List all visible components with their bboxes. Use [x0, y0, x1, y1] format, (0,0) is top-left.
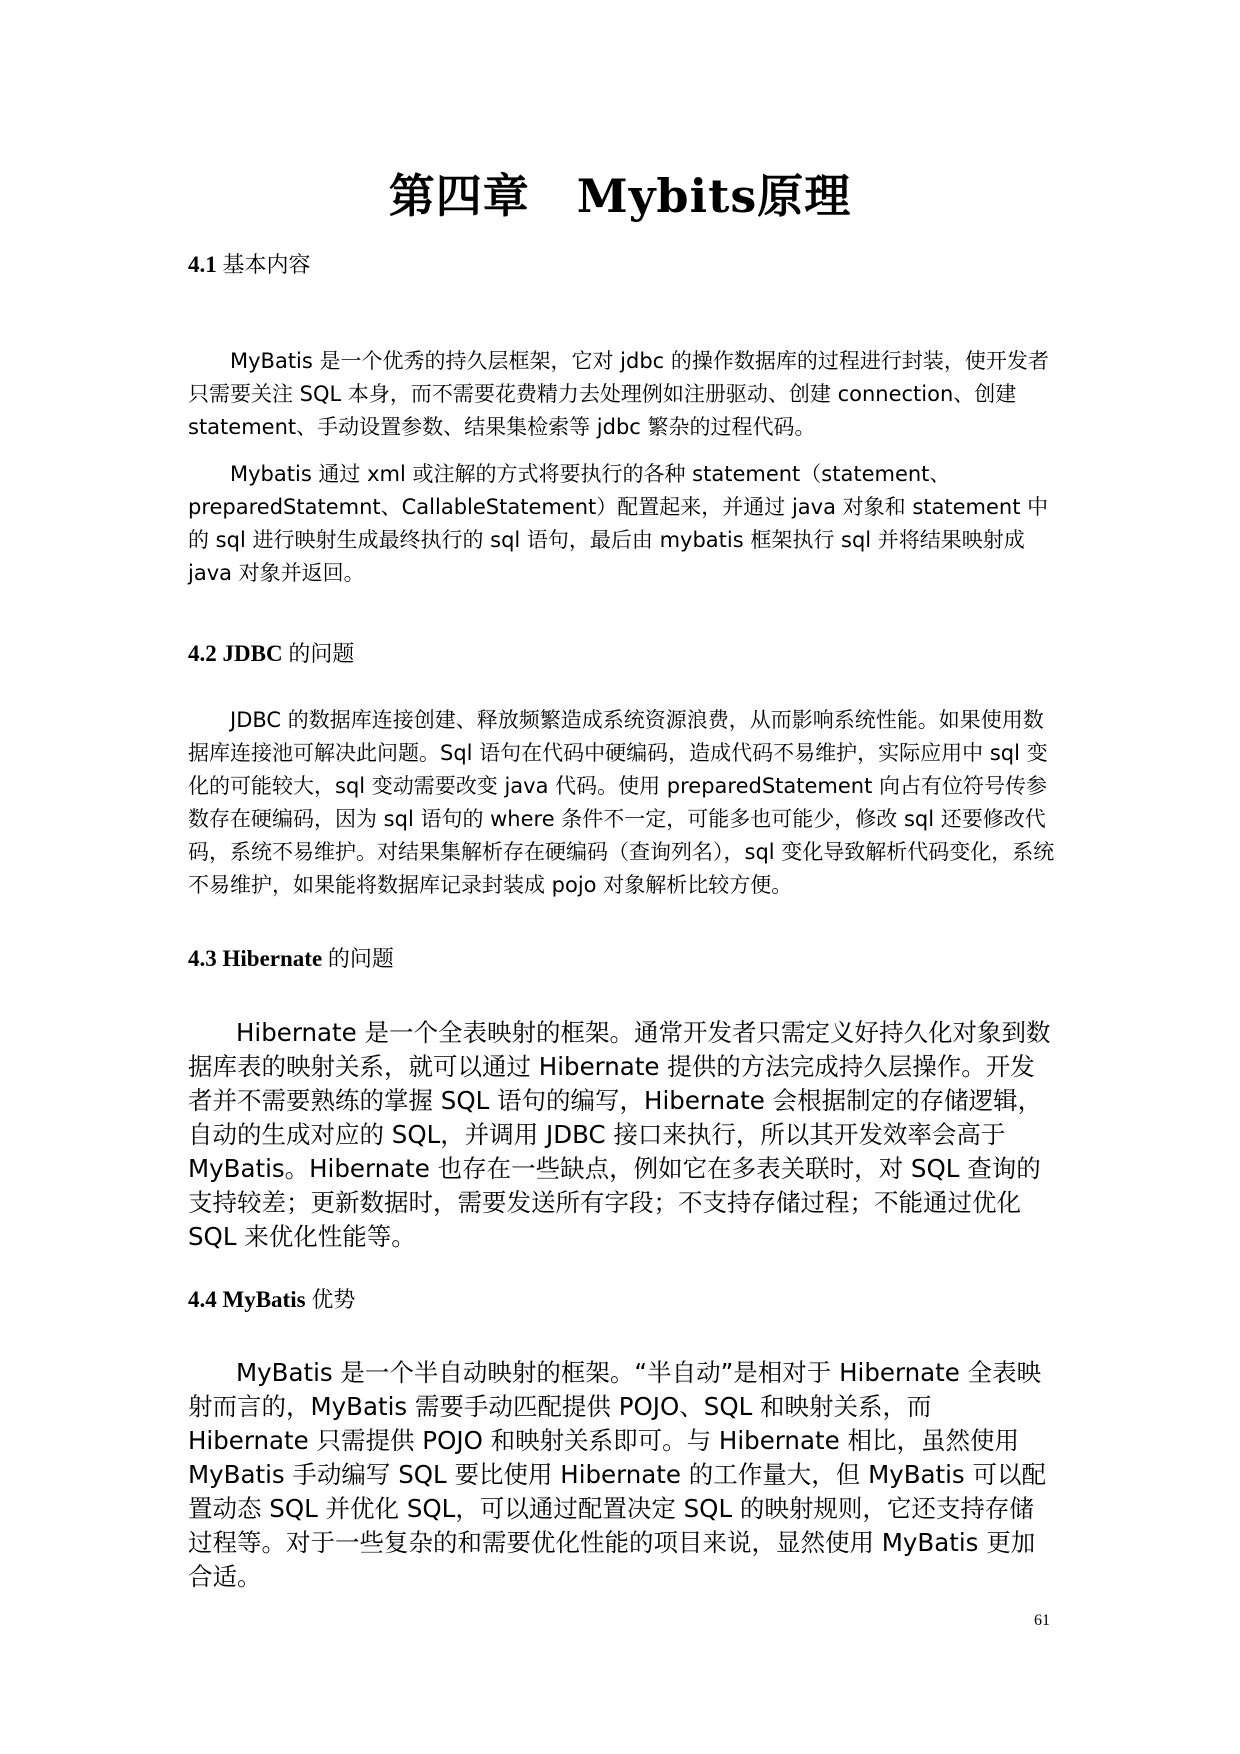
- section-heading: [188, 942, 394, 973]
- section-title: 的问题: [288, 642, 355, 667]
- paragraph: JDBC 的数据库连接创建、释放频繁造成系统资源浪费，从而影响系统性能。如果使用数据库连接池可解决此问题。Sql 语句在代码中硬编码，造成代码不易维护，实际应用中 sql 变化的可能较大，sql 变动需要改变 java 代码。使用 preparedStatement 向占有位符号传参数存在硬编码，因为 sql 语句的 where 条件不一定，可能多也可能少，修改 sql 还要修改代码，系统不易维护。对结果集解析存在硬编码（查询列名），sql 变化导致解析代码变化，系统不易维护，如果能将数据库记录封装成 pojo 对象解析比较方便。: [188, 708, 1055, 897]
- paragraph: Hibernate 是一个全表映射的框架。通常开发者只需定义好持久化对象到数据库表的映射关系，就可以通过 Hibernate 提供的方法完成持久层操作。开发者并不需要熟练的掌握 SQL 语句的编写，Hibernate 会根据制定的存储逻辑，自动的生成对应的 SQL，并调用 JDBC 接口来执行，所以其开发效率会高于 MyBatis。Hibernate 也存在一些缺点，例如它在多表关联时，对 SQL 查询的支持较差；更新数据时，需要发送所有字段；不支持存储过程；不能通过优化 SQL 来优化性能等。: [188, 1018, 1051, 1251]
- section-number: 4.2 JDBC: [188, 641, 283, 666]
- paragraph: MyBatis 是一个半自动映射的框架。“半自动”是相对于 Hibernate 全表映射而言的，MyBatis 需要手动匹配提供 POJO、SQL 和映射关系，而 Hibernate 只需提供 POJO 和映射关系即可。与 Hibernate 相比，虽然使用 MyBatis 手动编写 SQL 要比使用 Hibernate 的工作量大，但 MyBatis 可以配置动态 SQL 并优化 SQL，可以通过配置决定 SQL 的映射规则，它还支持存储过程等。对于一些复杂的和需要优化性能的项目来说，显然使用 MyBatis 更加合适。: [188, 1358, 1046, 1591]
- section-heading: [188, 1283, 355, 1314]
- paragraph: Mybatis 通过 xml 或注解的方式将要执行的各种 statement（statement、preparedStatemnt、CallableStatement）配置起来，并通过 java 对象和 statement 中的 sql 进行映射生成最终执行的 sql 语句，最后由 mybatis 框架执行 sql 并将结果映射成 java 对象并返回。: [188, 462, 1049, 585]
- section-number: 4.3 Hibernate: [188, 946, 323, 971]
- section-title: 基本内容: [222, 253, 311, 278]
- section-title: 的问题: [327, 947, 394, 972]
- page-number: 61: [1034, 1612, 1050, 1629]
- section-title: 优势: [311, 1288, 356, 1313]
- section-heading: [188, 637, 354, 668]
- section-heading: [188, 248, 311, 279]
- paragraph: MyBatis 是一个优秀的持久层框架，它对 jdbc 的操作数据库的过程进行封装，使开发者只需要关注 SQL 本身，而不需要花费精力去处理例如注册驱动、创建 connection、创建 statement、手动设置参数、结果集检索等 jdbc 繁杂的过程代码。: [188, 349, 1049, 439]
- section-number: 4.1: [188, 252, 217, 277]
- chapter-title: 第四章 Mybits原理: [388, 169, 852, 223]
- section-number: 4.4 MyBatis: [188, 1287, 306, 1312]
